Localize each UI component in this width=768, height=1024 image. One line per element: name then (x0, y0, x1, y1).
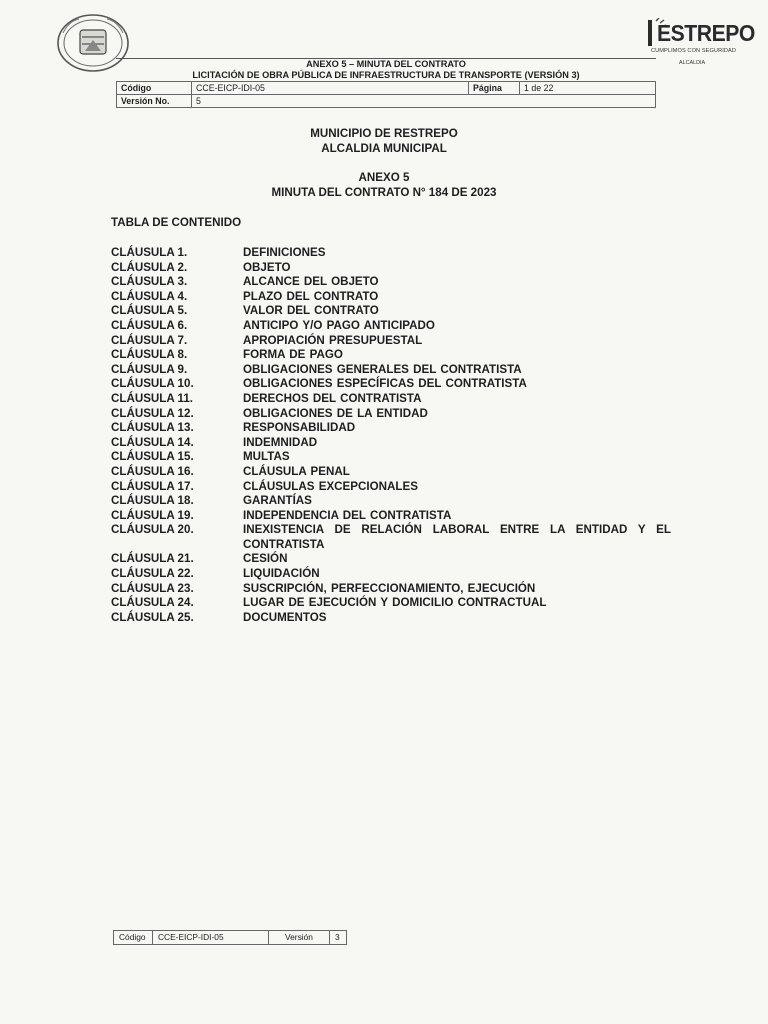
toc-item (111, 304, 671, 319)
toc-item-text: CESIÓN (243, 552, 288, 566)
toc-item-number: CLÁUSULA 25. (111, 610, 194, 624)
footer-version-label: Versión (269, 931, 330, 945)
toc-item-text: CLÁUSULA PENAL (243, 464, 350, 478)
toc-item-number: CLÁUSULA 3. (111, 275, 188, 289)
toc-title: TABLA DE CONTENIDO (111, 216, 242, 229)
toc-item (111, 334, 671, 349)
toc-item-text: OBLIGACIONES DE LA ENTIDAD (243, 406, 428, 420)
table-of-contents (111, 246, 671, 625)
municipio-heading: MUNICIPIO DE RESTREPO (310, 127, 458, 140)
toc-item (111, 407, 671, 422)
toc-item-number: CLÁUSULA 20. (111, 523, 194, 537)
footer-info-table (113, 930, 347, 945)
toc-item (111, 246, 671, 261)
toc-item-number: CLÁUSULA 17. (111, 479, 194, 493)
toc-item-text: OBJETO (243, 260, 291, 274)
toc-item (111, 290, 671, 305)
toc-item (111, 611, 671, 626)
toc-item-text: DEFINICIONES (243, 246, 326, 259)
toc-item (111, 363, 671, 378)
toc-item (111, 552, 671, 567)
version-label: Versión No. (117, 95, 192, 108)
restrepo-logo (641, 14, 755, 74)
toc-item-text: INDEMNIDAD (243, 435, 318, 449)
version-value: 5 (192, 95, 656, 108)
toc-item (111, 319, 671, 334)
toc-item-text: OBLIGACIONES ESPECÍFICAS DEL CONTRATISTA (243, 377, 527, 391)
toc-item-number: CLÁUSULA 11. (111, 391, 194, 405)
toc-item (111, 275, 671, 290)
toc-item-text: LUGAR DE EJECUCIÓN Y DOMICILIO CONTRACTUAL (243, 596, 547, 610)
toc-item-text: LIQUIDACIÓN (243, 567, 320, 581)
toc-item-number: CLÁUSULA 23. (111, 581, 194, 595)
footer-codigo-label: Código (114, 931, 153, 945)
toc-item-text: SUSCRIPCIÓN, PERFECCIONAMIENTO, EJECUCIÓN (243, 581, 536, 595)
toc-item-number: CLÁUSULA 14. (111, 435, 194, 449)
toc-item-number: CLÁUSULA 8. (111, 348, 188, 362)
toc-item-number: CLÁUSULA 15. (111, 450, 194, 464)
toc-item (111, 436, 671, 451)
toc-item-number: CLÁUSULA 13. (111, 421, 194, 435)
pagina-value: 1 de 22 (520, 82, 656, 95)
minuta-heading: MINUTA DEL CONTRATO N° 184 DE 2023 (271, 186, 497, 199)
codigo-value: CCE-EICP-IDI-05 (192, 82, 469, 95)
toc-item (111, 509, 671, 524)
toc-item (111, 567, 671, 582)
toc-item (111, 523, 671, 552)
alcaldia-heading: ALCALDIA MUNICIPAL (321, 142, 447, 155)
toc-item-number: CLÁUSULA 10. (111, 377, 194, 391)
toc-item (111, 421, 671, 436)
header-info-table (116, 81, 656, 108)
codigo-label: Código (117, 82, 192, 95)
toc-item-number: CLÁUSULA 5. (111, 304, 188, 318)
toc-item-number: CLÁUSULA 9. (111, 362, 188, 376)
toc-item-text: DOCUMENTOS (243, 610, 327, 624)
toc-item-number: CLÁUSULA 1. (111, 246, 188, 259)
toc-item-text: FORMA DE PAGO (243, 348, 343, 362)
toc-item-text: VALOR DEL CONTRATO (243, 304, 379, 318)
toc-item (111, 596, 671, 611)
toc-item-number: CLÁUSULA 7. (111, 333, 188, 347)
header-title-line1: ANEXO 5 – MINUTA DEL CONTRATO (306, 59, 466, 69)
toc-item-text: CLÁUSULAS EXCEPCIONALES (243, 479, 418, 493)
toc-item-text: GARANTÍAS (243, 494, 312, 508)
logo-subtitle: ALCALDIA (679, 60, 706, 66)
toc-item-number: CLÁUSULA 21. (111, 552, 194, 566)
toc-item (111, 582, 671, 597)
toc-item-text: MULTAS (243, 450, 290, 464)
header-title-line2: LICITACIÓN DE OBRA PÚBLICA DE INFRAESTRUCTURA DE TRANSPORTE (VERSIÓN 3) (192, 70, 580, 80)
toc-item-text: PLAZO DEL CONTRATO (243, 289, 379, 303)
toc-item-text: DERECHOS DEL CONTRATISTA (243, 391, 422, 405)
toc-item-number: CLÁUSULA 2. (111, 260, 188, 274)
toc-item (111, 480, 671, 495)
anexo-heading: ANEXO 5 (358, 171, 410, 184)
logo-wordmark: ESTREPO (657, 20, 755, 46)
toc-item (111, 348, 671, 363)
toc-item (111, 494, 671, 509)
pagina-label: Página (469, 82, 520, 95)
toc-item-text: INEXISTENCIA DE RELACIÓN LABORAL ENTRE LA ENTIDAD Y EL CONTRATISTA (243, 523, 671, 551)
toc-item-number: CLÁUSULA 4. (111, 289, 188, 303)
toc-item (111, 261, 671, 276)
toc-item-text: OBLIGACIONES GENERALES DEL CONTRATISTA (243, 362, 522, 376)
toc-item-text: ALCANCE DEL OBJETO (243, 275, 379, 289)
toc-item (111, 450, 671, 465)
toc-item-number: CLÁUSULA 24. (111, 596, 194, 610)
toc-item-text: RESPONSABILIDAD (243, 421, 356, 435)
toc-item-number: CLÁUSULA 6. (111, 318, 188, 332)
toc-item-text: ANTICIPO Y/O PAGO ANTICIPADO (243, 318, 435, 332)
toc-item-text: APROPIACIÓN PRESUPUESTAL (243, 333, 423, 347)
logo-tagline: CUMPLIMOS CON SEGURIDAD (651, 48, 736, 54)
toc-item-number: CLÁUSULA 18. (111, 494, 194, 508)
footer-codigo-value: CCE-EICP-IDI-05 (153, 931, 269, 945)
toc-item-number: CLÁUSULA 16. (111, 464, 194, 478)
toc-item (111, 392, 671, 407)
toc-item-text: INDEPENDENCIA DEL CONTRATISTA (243, 508, 452, 522)
toc-item (111, 465, 671, 480)
toc-item-number: CLÁUSULA 22. (111, 567, 194, 581)
toc-item (111, 377, 671, 392)
toc-item-number: CLÁUSULA 12. (111, 406, 194, 420)
footer-version-value: 3 (330, 931, 347, 945)
toc-item-number: CLÁUSULA 19. (111, 508, 194, 522)
